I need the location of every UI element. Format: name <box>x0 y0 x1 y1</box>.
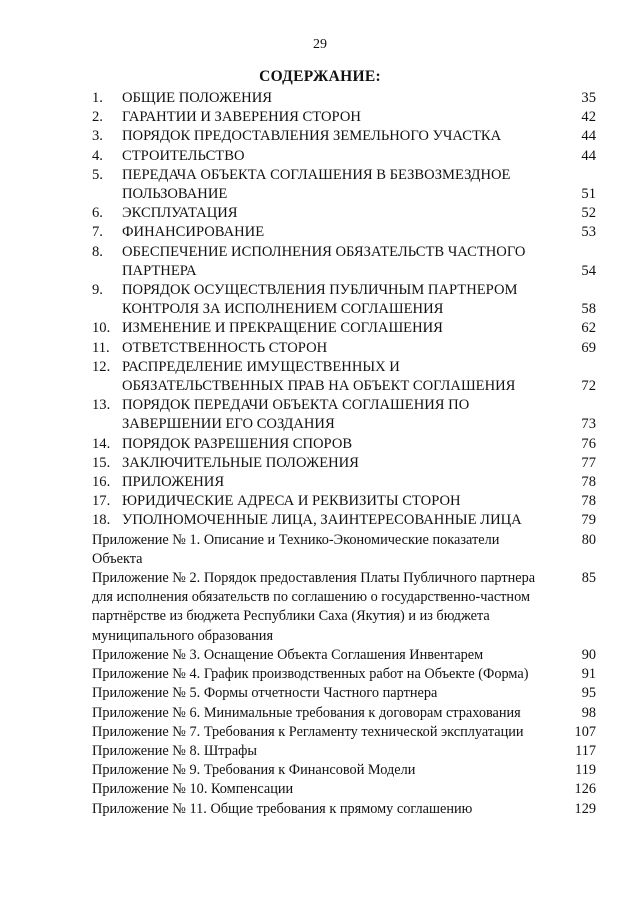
section-title: ЭКСПЛУАТАЦИЯ <box>122 205 238 222</box>
appendix-title: Приложение № 4. График производственных работ на Объекте (Форма) <box>92 666 529 683</box>
toc-section-13 <box>92 396 596 434</box>
toc-section-17 <box>92 492 596 511</box>
appendix-title: Приложение № 2. Порядок предоставления Платы Публичного партнера для исполнения обязательств по соглашению о государственно-частном партнёрстве из бюджета Республики Саха (Якутия) и из бюджета муниципального образования <box>92 570 536 644</box>
appendix-page: 91 <box>581 666 596 683</box>
section-title: СТРОИТЕЛЬСТВО <box>122 147 245 164</box>
section-number: 3. <box>92 128 103 145</box>
toc-appendix-7 <box>92 723 596 742</box>
appendix-page: 119 <box>575 762 596 779</box>
section-page: 72 <box>581 378 596 395</box>
section-title: ИЗМЕНЕНИЕ И ПРЕКРАЩЕНИЕ СОГЛАШЕНИЯ <box>122 320 443 337</box>
appendix-title: Приложение № 10. Компенсации <box>92 781 294 798</box>
toc-section-14 <box>92 435 596 454</box>
appendix-title: Приложение № 9. Требования к Финансовой Модели <box>92 762 416 779</box>
toc-section-4 <box>92 147 596 166</box>
appendix-title: Приложение № 11. Общие требования к прямому соглашению <box>92 800 473 817</box>
section-number: 1. <box>92 90 103 106</box>
section-number: 5. <box>92 166 103 183</box>
appendix-page: 80 <box>581 531 596 548</box>
section-title: ПОРЯДОК РАЗРЕШЕНИЯ СПОРОВ <box>122 435 353 452</box>
toc-appendix-8 <box>92 742 596 761</box>
section-title: ПОРЯДОК ОСУЩЕСТВЛЕНИЯ ПУБЛИЧНЫМ ПАРТНЕРОМ КОНТРОЛЯ ЗА ИСПОЛНЕНИЕМ СОГЛАШЕНИЯ <box>122 282 518 318</box>
toc-section-1 <box>92 89 596 108</box>
section-title: ОТВЕТСТВЕННОСТЬ СТОРОН <box>122 339 328 356</box>
appendix-title: Приложение № 3. Оснащение Объекта Соглашения Инвентарем <box>92 646 484 663</box>
toc-section-8 <box>92 243 596 281</box>
section-number: 7. <box>92 224 103 241</box>
section-title: РАСПРЕДЕЛЕНИЕ ИМУЩЕСТВЕННЫХ И ОБЯЗАТЕЛЬСТВЕННЫХ ПРАВ НА ОБЪЕКТ СОГЛАШЕНИЯ <box>122 358 516 395</box>
page-number: 29 <box>313 37 327 52</box>
appendix-title: Приложение № 7. Требования к Регламенту технической эксплуатации <box>92 723 524 740</box>
section-page: 79 <box>581 512 596 529</box>
section-page: 54 <box>581 262 596 279</box>
toc-section-2 <box>92 108 596 127</box>
section-page: 44 <box>581 128 596 145</box>
toc-section-6 <box>92 204 596 223</box>
toc-appendix-9 <box>92 761 596 780</box>
table-of-contents <box>92 89 596 819</box>
toc-appendix-3 <box>92 646 596 665</box>
section-number: 14. <box>92 435 111 452</box>
section-page: 69 <box>581 339 596 356</box>
appendix-page: 85 <box>581 570 596 587</box>
section-title: УПОЛНОМОЧЕННЫЕ ЛИЦА, ЗАИНТЕРЕСОВАННЫЕ ЛИЦА <box>122 512 522 529</box>
toc-section-12 <box>92 358 596 396</box>
section-page: 52 <box>581 205 596 222</box>
toc-section-7 <box>92 223 596 242</box>
section-number: 2. <box>92 109 103 126</box>
appendix-page: 107 <box>574 723 596 740</box>
section-page: 78 <box>581 493 596 510</box>
section-number: 11. <box>92 339 110 356</box>
section-number: 10. <box>92 320 111 337</box>
appendix-title: Приложение № 1. Описание и Технико-Экономические показатели Объекта <box>92 531 500 567</box>
section-title: ЗАКЛЮЧИТЕЛЬНЫЕ ПОЛОЖЕНИЯ <box>122 454 359 471</box>
section-number: 13. <box>92 397 111 414</box>
toc-section-5 <box>92 166 596 204</box>
section-title: ЮРИДИЧЕСКИЕ АДРЕСА И РЕКВИЗИТЫ СТОРОН <box>122 493 461 510</box>
appendix-page: 95 <box>581 685 596 702</box>
toc-section-16 <box>92 473 596 492</box>
toc-appendix-6 <box>92 704 596 723</box>
toc-section-11 <box>92 339 596 358</box>
toc-appendix-10 <box>92 780 596 799</box>
section-page: 78 <box>581 474 596 491</box>
section-title: ПЕРЕДАЧА ОБЪЕКТА СОГЛАШЕНИЯ В БЕЗВОЗМЕЗДНОЕ ПОЛЬЗОВАНИЕ <box>122 166 511 203</box>
toc-title: СОДЕРЖАНИЕ: <box>259 68 381 85</box>
toc-section-9 <box>92 281 596 319</box>
section-title: ФИНАНСИРОВАНИЕ <box>122 224 265 241</box>
toc-section-15 <box>92 454 596 473</box>
appendix-title: Приложение № 6. Минимальные требования к договорам страхования <box>92 704 521 721</box>
section-title: ПОРЯДОК ПЕРЕДАЧИ ОБЪЕКТА СОГЛАШЕНИЯ ПО ЗАВЕРШЕНИИ ЕГО СОЗДАНИЯ <box>122 397 470 433</box>
section-number: 16. <box>92 474 111 491</box>
section-page: 76 <box>581 435 596 452</box>
section-page: 77 <box>581 454 596 471</box>
section-title: ГАРАНТИИ И ЗАВЕРЕНИЯ СТОРОН <box>122 109 361 126</box>
section-title: ПОРЯДОК ПРЕДОСТАВЛЕНИЯ ЗЕМЕЛЬНОГО УЧАСТКА <box>122 128 502 145</box>
section-number: 4. <box>92 147 103 164</box>
section-page: 73 <box>581 416 596 433</box>
appendix-title: Приложение № 8. Штрафы <box>92 742 258 759</box>
section-page: 35 <box>581 90 596 106</box>
toc-section-10 <box>92 319 596 338</box>
section-number: 17. <box>92 493 111 510</box>
toc-appendix-4 <box>92 665 596 684</box>
section-number: 15. <box>92 454 111 471</box>
section-page: 58 <box>581 301 596 318</box>
section-number: 8. <box>92 243 103 260</box>
section-number: 6. <box>92 205 103 222</box>
toc-section-18 <box>92 511 596 530</box>
appendix-page: 90 <box>581 646 596 663</box>
section-number: 9. <box>92 282 103 299</box>
toc-appendix-5 <box>92 684 596 703</box>
appendix-title: Приложение № 5. Формы отчетности Частного партнера <box>92 685 438 702</box>
section-page: 53 <box>581 224 596 241</box>
section-page: 62 <box>581 320 596 337</box>
appendix-page: 129 <box>574 800 596 817</box>
section-page: 44 <box>581 147 596 164</box>
section-title: ПРИЛОЖЕНИЯ <box>122 474 225 491</box>
appendix-page: 117 <box>575 742 596 759</box>
section-page: 51 <box>581 186 596 203</box>
section-number: 18. <box>92 512 111 529</box>
toc-appendix-2 <box>92 569 596 646</box>
section-title: ОБЩИЕ ПОЛОЖЕНИЯ <box>122 90 272 106</box>
appendix-page: 98 <box>581 704 596 721</box>
toc-section-3 <box>92 127 596 146</box>
section-number: 12. <box>92 358 111 375</box>
toc-appendix-1 <box>92 531 596 569</box>
appendix-page: 126 <box>574 781 596 798</box>
section-page: 42 <box>581 109 596 126</box>
toc-appendix-11 <box>92 800 596 819</box>
section-title: ОБЕСПЕЧЕНИЕ ИСПОЛНЕНИЯ ОБЯЗАТЕЛЬСТВ ЧАСТНОГО ПАРТНЕРА <box>122 243 526 279</box>
